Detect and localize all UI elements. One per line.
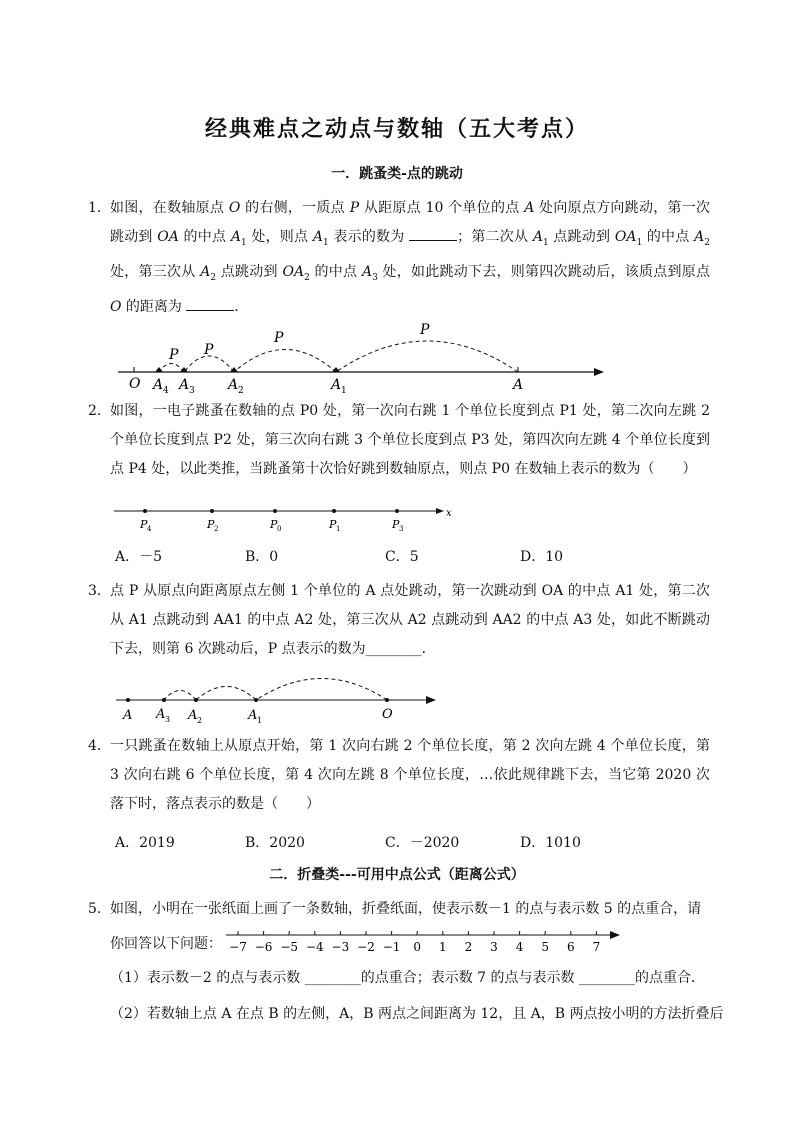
figure-q2-number-line (110, 498, 460, 534)
tick-label: 2 (464, 940, 473, 954)
tick-label: 5 (541, 940, 550, 954)
question-1: 1． 如图，在数轴原点 O 的右侧，一质点 P 从距原点 10 个单位的点 A 处向原点方向跳动，第一次跳动到 OA 的中点 $A_1$ 处，则点 $A_1$ 表示的数为 ；第二次从 $A_1$ 点跳动到 $OA_1$ 的中点 $A_2$ 处，第三次从 $A_2$ 点跳动到 $OA_2$ 的中点 $A_3$ 处，如此跳动下去，则第四次跳动后，该质点到原点 O 的距离为 ． (110, 194, 710, 322)
section-heading-2: 二．折叠类---可用中点公式（距离公式） (269, 867, 525, 883)
question-5-part-1: （1）表示数－2 的点与表示数 ________的点重合；表示数 7 的点与表示数 ________的点重合． (110, 970, 705, 986)
svg-text:2: 2 (214, 525, 219, 533)
svg-text:3: 3 (189, 386, 195, 395)
tick-label: 6 (566, 940, 575, 954)
question-text: 一只跳蚤在数轴上从原点开始，第 1 次向右跳 2 个单位长度，第 2 次向左跳 4 个单位长度，第 3 次向右跳 6 个单位长度，第 4 次向左跳 8 个单位长度，…依此规律跳下去，当它第 2020 次落下时，落点表示的数是（ ） (110, 738, 710, 812)
option-c[interactable]: C．－2020 (385, 835, 460, 851)
svg-text:P: P (270, 518, 278, 531)
svg-text:P: P (329, 518, 337, 531)
option-c[interactable]: C．5 (385, 549, 419, 565)
option-a[interactable]: A．－5 (115, 549, 163, 565)
tick-label: −7 (229, 940, 247, 954)
svg-text:P: P (204, 342, 214, 358)
question-2 (88, 397, 710, 484)
svg-text:A: A (179, 377, 190, 393)
question-number: 5． (88, 901, 111, 917)
question-number: 4． (88, 738, 111, 754)
question-5-part-2: （2）若数轴上点 A 在点 B 的左侧，A，B 两点之间距离为 12，且 A，B 两点按小明的方法折叠后 (110, 1006, 724, 1022)
svg-text:3: 3 (165, 715, 171, 724)
tick-label: 3 (490, 940, 498, 954)
svg-text:P: P (274, 330, 284, 346)
tick-label: −5 (280, 940, 299, 954)
svg-text:2: 2 (238, 386, 244, 395)
question-text: 点 P 从原点向距离原点左侧 1 个单位的 A 点处跳动，第一次跳动到 OA 的中点 A1 处，第二次从 A1 点跳动到 AA1 的中点 A2 处，第三次从 A2 点跳动到 AA2 的中点 A3 处，如此不断跳动下去，则第 6 次跳动后，P 点表示的数为________． (110, 583, 710, 657)
tick-label: −6 (254, 940, 273, 954)
svg-text:O: O (129, 376, 141, 392)
svg-text:A: A (248, 708, 258, 723)
question-5-line2: 你回答以下问题： (110, 936, 222, 952)
page-title: 经典难点之动点与数轴（五大考点） (204, 116, 589, 142)
option-d[interactable]: D．1010 (520, 835, 581, 851)
tick-label: −1 (382, 940, 401, 954)
svg-text:3: 3 (399, 525, 404, 533)
question-number: 1． (88, 200, 111, 216)
svg-text:P: P (169, 347, 179, 363)
figure-q1-number-line (110, 315, 620, 395)
svg-text:1: 1 (341, 386, 347, 395)
svg-text:4: 4 (147, 525, 152, 533)
svg-text:P: P (392, 518, 400, 531)
tick-label: 1 (438, 940, 447, 954)
tick-label: −2 (357, 940, 375, 954)
option-a[interactable]: A．2019 (115, 835, 175, 851)
question-text: 如图，小明在一张纸面上画了一条数轴，折叠纸面，使表示数－1 的点与表示数 5 的点重合，请 (110, 901, 702, 917)
svg-text:P: P (420, 322, 430, 338)
tick-label: 0 (413, 940, 422, 954)
svg-text:0: 0 (277, 525, 282, 533)
section-heading-1: 一．跳蚤类-点的跳动 (331, 166, 463, 182)
svg-text:A: A (331, 377, 342, 393)
option-b[interactable]: B．0 (245, 549, 279, 565)
svg-text:1: 1 (336, 525, 341, 533)
svg-text:2: 2 (197, 716, 203, 725)
svg-text:A: A (228, 377, 239, 393)
option-d[interactable]: D．10 (520, 549, 564, 565)
svg-text:A: A (188, 708, 198, 723)
figure-q3-number-line (110, 667, 450, 727)
tick-label: −4 (305, 940, 324, 954)
svg-text:A: A (123, 708, 133, 723)
tick-label: −3 (331, 940, 350, 954)
svg-text:O: O (382, 707, 393, 722)
svg-text:4: 4 (163, 386, 169, 395)
answer-blank[interactable] (409, 226, 457, 241)
option-b[interactable]: B．2020 (245, 835, 305, 851)
question-number: 3． (88, 583, 111, 599)
question-5 (88, 895, 710, 924)
answer-blank[interactable] (186, 296, 234, 311)
figure-q5-number-line (224, 926, 626, 954)
question-text: 如图，一电子跳蚤在数轴的点 P0 处，第一次向右跳 1 个单位长度到点 P1 处，第二次向左跳 2 个单位长度到点 P2 处，第三次向右跳 3 个单位长度到点 P3 处，第四次向左跳 4 个单位长度到点 P4 处，以此类推，当跳蚤第十次恰好跳到数轴原点，则点 P0 在数轴上表示的数为（ ） (110, 403, 710, 477)
svg-text:A: A (153, 377, 164, 393)
svg-text:P: P (140, 518, 148, 531)
question-number: 2． (88, 403, 111, 419)
svg-text:x: x (446, 508, 452, 519)
question-4 (88, 732, 710, 819)
svg-text:A: A (513, 377, 524, 393)
svg-text:P: P (207, 518, 215, 531)
svg-text:A: A (156, 707, 166, 722)
svg-text:1: 1 (257, 716, 263, 725)
question-3 (88, 577, 710, 664)
tick-label: 4 (515, 940, 524, 954)
tick-label: 7 (592, 940, 601, 954)
